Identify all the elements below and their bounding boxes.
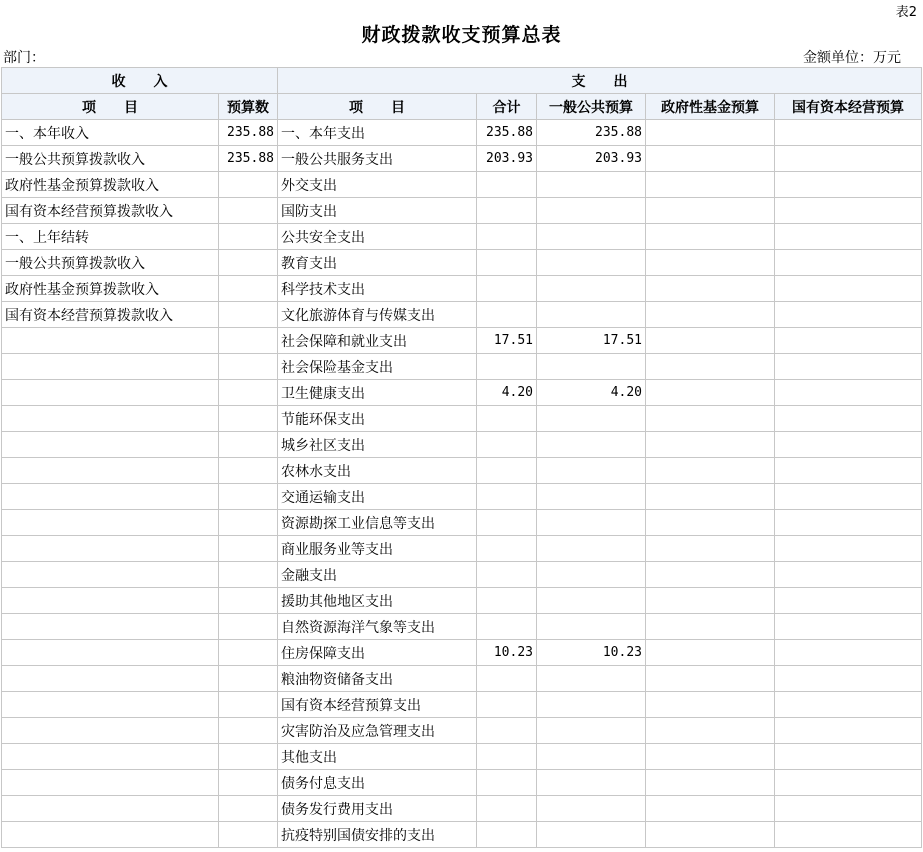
expense-item-cell: 社会保险基金支出 [278, 354, 477, 380]
general-budget-cell [537, 198, 646, 224]
general-budget-cell [537, 406, 646, 432]
income-item-cell [2, 484, 219, 510]
budget-cell [219, 640, 278, 666]
expense-item-cell: 科学技术支出 [278, 276, 477, 302]
table-row [2, 380, 922, 406]
general-budget-cell [537, 224, 646, 250]
soe-budget-header: 国有资本经营预算 [775, 94, 922, 120]
income-item-header: 项 目 [2, 94, 219, 120]
general-budget-cell [537, 510, 646, 536]
gov-fund-cell [646, 640, 775, 666]
general-budget-cell [537, 484, 646, 510]
soe-budget-cell [775, 198, 922, 224]
group-header-row [2, 68, 922, 94]
budget-cell [219, 302, 278, 328]
budget-cell: 235.88 [219, 146, 278, 172]
gov-fund-cell [646, 224, 775, 250]
soe-budget-cell [775, 458, 922, 484]
income-item-cell [2, 536, 219, 562]
soe-budget-cell [775, 484, 922, 510]
general-budget-cell [537, 744, 646, 770]
budget-cell [219, 432, 278, 458]
expense-item-cell: 教育支出 [278, 250, 477, 276]
budget-cell [219, 822, 278, 848]
general-budget-cell [537, 692, 646, 718]
soe-budget-cell [775, 302, 922, 328]
soe-budget-cell [775, 354, 922, 380]
total-cell [477, 692, 537, 718]
budget-cell [219, 718, 278, 744]
expense-item-cell: 交通运输支出 [278, 484, 477, 510]
budget-cell [219, 406, 278, 432]
soe-budget-cell [775, 276, 922, 302]
income-item-cell: 政府性基金预算拨款收入 [2, 276, 219, 302]
soe-budget-cell [775, 250, 922, 276]
budget-cell [219, 276, 278, 302]
income-item-cell [2, 406, 219, 432]
income-item-cell [2, 666, 219, 692]
total-cell: 17.51 [477, 328, 537, 354]
gov-fund-cell [646, 718, 775, 744]
general-budget-cell [537, 354, 646, 380]
budget-cell [219, 536, 278, 562]
total-header: 合计 [477, 94, 537, 120]
gov-fund-cell [646, 666, 775, 692]
budget-cell [219, 380, 278, 406]
gov-fund-cell [646, 484, 775, 510]
general-budget-cell [537, 666, 646, 692]
soe-budget-cell [775, 328, 922, 354]
table-row [2, 666, 922, 692]
expense-item-cell: 国有资本经营预算支出 [278, 692, 477, 718]
total-cell [477, 276, 537, 302]
department-label: 部门： [3, 50, 45, 66]
soe-budget-cell [775, 224, 922, 250]
income-item-cell [2, 432, 219, 458]
page-title: 财政拨款收支预算总表 [361, 24, 562, 46]
expense-item-cell: 节能环保支出 [278, 406, 477, 432]
soe-budget-cell [775, 796, 922, 822]
general-budget-cell [537, 458, 646, 484]
budget-cell [219, 510, 278, 536]
gov-fund-cell [646, 172, 775, 198]
budget-cell [219, 224, 278, 250]
income-item-cell [2, 458, 219, 484]
general-budget-cell: 235.88 [537, 120, 646, 146]
general-budget-cell [537, 822, 646, 848]
budget-cell [219, 588, 278, 614]
income-item-cell [2, 510, 219, 536]
income-item-cell: 一般公共预算拨款收入 [2, 250, 219, 276]
total-cell [477, 614, 537, 640]
budget-cell [219, 770, 278, 796]
general-budget-cell [537, 718, 646, 744]
expense-item-header: 项 目 [278, 94, 477, 120]
budget-cell [219, 458, 278, 484]
gov-fund-cell [646, 406, 775, 432]
total-cell [477, 458, 537, 484]
income-item-cell: 国有资本经营预算拨款收入 [2, 198, 219, 224]
table-row [2, 562, 922, 588]
table-row [2, 198, 922, 224]
gov-fund-cell [646, 536, 775, 562]
expense-item-cell: 自然资源海洋气象等支出 [278, 614, 477, 640]
budget-cell [219, 354, 278, 380]
gov-fund-cell [646, 562, 775, 588]
gov-fund-cell [646, 198, 775, 224]
total-cell [477, 432, 537, 458]
total-cell [477, 354, 537, 380]
total-cell [477, 406, 537, 432]
general-budget-cell [537, 588, 646, 614]
soe-budget-cell [775, 770, 922, 796]
table-row [2, 484, 922, 510]
budget-table [1, 67, 922, 848]
budget-cell [219, 250, 278, 276]
gov-fund-cell [646, 120, 775, 146]
soe-budget-cell [775, 146, 922, 172]
gov-fund-cell [646, 614, 775, 640]
budget-cell [219, 796, 278, 822]
total-cell [477, 666, 537, 692]
table-row [2, 250, 922, 276]
total-cell [477, 302, 537, 328]
general-budget-header: 一般公共预算 [537, 94, 646, 120]
general-budget-cell: 10.23 [537, 640, 646, 666]
soe-budget-cell [775, 614, 922, 640]
income-item-cell [2, 380, 219, 406]
budget-cell [219, 692, 278, 718]
income-item-cell [2, 562, 219, 588]
gov-fund-cell [646, 328, 775, 354]
general-budget-cell [537, 536, 646, 562]
soe-budget-cell [775, 588, 922, 614]
amount-unit-label: 金额单位：万元 [803, 50, 901, 66]
total-cell [477, 198, 537, 224]
income-item-cell: 国有资本经营预算拨款收入 [2, 302, 219, 328]
general-budget-cell [537, 302, 646, 328]
gov-fund-cell [646, 588, 775, 614]
expense-item-cell: 债务发行费用支出 [278, 796, 477, 822]
table-row [2, 640, 922, 666]
expense-item-cell: 粮油物资储备支出 [278, 666, 477, 692]
gov-fund-cell [646, 744, 775, 770]
budget-cell: 235.88 [219, 120, 278, 146]
table-row [2, 744, 922, 770]
gov-fund-cell [646, 796, 775, 822]
table-number: 表2 [895, 5, 917, 20]
table-row [2, 302, 922, 328]
total-cell: 4.20 [477, 380, 537, 406]
gov-fund-cell [646, 432, 775, 458]
total-cell: 235.88 [477, 120, 537, 146]
income-item-cell [2, 744, 219, 770]
soe-budget-cell [775, 640, 922, 666]
total-cell [477, 536, 537, 562]
expense-item-cell: 住房保障支出 [278, 640, 477, 666]
expense-item-cell: 商业服务业等支出 [278, 536, 477, 562]
total-cell [477, 744, 537, 770]
expense-item-cell: 农林水支出 [278, 458, 477, 484]
total-cell: 203.93 [477, 146, 537, 172]
soe-budget-cell [775, 406, 922, 432]
expense-item-cell: 卫生健康支出 [278, 380, 477, 406]
expense-item-cell: 社会保障和就业支出 [278, 328, 477, 354]
expense-item-cell: 一般公共服务支出 [278, 146, 477, 172]
total-cell [477, 588, 537, 614]
soe-budget-cell [775, 536, 922, 562]
total-cell [477, 796, 537, 822]
general-budget-cell [537, 276, 646, 302]
budget-cell [219, 744, 278, 770]
soe-budget-cell [775, 822, 922, 848]
gov-fund-cell [646, 146, 775, 172]
table-row [2, 692, 922, 718]
income-item-cell [2, 640, 219, 666]
expense-item-cell: 援助其他地区支出 [278, 588, 477, 614]
table-row [2, 146, 922, 172]
gov-fund-cell [646, 250, 775, 276]
soe-budget-cell [775, 120, 922, 146]
general-budget-cell [537, 562, 646, 588]
income-item-cell [2, 822, 219, 848]
total-cell [477, 562, 537, 588]
gov-fund-cell [646, 354, 775, 380]
expense-item-cell: 债务付息支出 [278, 770, 477, 796]
soe-budget-cell [775, 172, 922, 198]
budget-cell [219, 562, 278, 588]
total-cell [477, 822, 537, 848]
table-row [2, 432, 922, 458]
table-row [2, 822, 922, 848]
expense-item-cell: 金融支出 [278, 562, 477, 588]
expense-group-header: 支 出 [278, 68, 922, 94]
expense-item-cell: 抗疫特别国债安排的支出 [278, 822, 477, 848]
gov-fund-cell [646, 770, 775, 796]
general-budget-cell [537, 796, 646, 822]
general-budget-cell [537, 250, 646, 276]
table-row [2, 328, 922, 354]
budget-cell [219, 172, 278, 198]
table-row [2, 718, 922, 744]
total-cell [477, 718, 537, 744]
total-cell [477, 172, 537, 198]
table-row [2, 510, 922, 536]
table-row [2, 770, 922, 796]
budget-header: 预算数 [219, 94, 278, 120]
gov-fund-cell [646, 380, 775, 406]
table-row [2, 354, 922, 380]
expense-item-cell: 资源勘探工业信息等支出 [278, 510, 477, 536]
general-budget-cell [537, 614, 646, 640]
table-row [2, 276, 922, 302]
budget-cell [219, 484, 278, 510]
income-group-header: 收 入 [2, 68, 278, 94]
budget-cell [219, 666, 278, 692]
gov-fund-cell [646, 276, 775, 302]
gov-fund-cell [646, 510, 775, 536]
budget-cell [219, 198, 278, 224]
income-item-cell: 一、本年收入 [2, 120, 219, 146]
expense-item-cell: 公共安全支出 [278, 224, 477, 250]
soe-budget-cell [775, 718, 922, 744]
expense-item-cell: 一、本年支出 [278, 120, 477, 146]
income-item-cell [2, 718, 219, 744]
table-row [2, 614, 922, 640]
table-row [2, 224, 922, 250]
income-item-cell [2, 328, 219, 354]
income-item-cell [2, 770, 219, 796]
income-item-cell [2, 614, 219, 640]
expense-item-cell: 国防支出 [278, 198, 477, 224]
expense-item-cell: 其他支出 [278, 744, 477, 770]
general-budget-cell [537, 432, 646, 458]
general-budget-cell [537, 172, 646, 198]
gov-fund-cell [646, 822, 775, 848]
expense-item-cell: 外交支出 [278, 172, 477, 198]
income-item-cell: 一般公共预算拨款收入 [2, 146, 219, 172]
soe-budget-cell [775, 432, 922, 458]
gov-fund-cell [646, 302, 775, 328]
expense-item-cell: 灾害防治及应急管理支出 [278, 718, 477, 744]
income-item-cell [2, 354, 219, 380]
gov-fund-cell [646, 692, 775, 718]
soe-budget-cell [775, 510, 922, 536]
table-row [2, 458, 922, 484]
table-row [2, 588, 922, 614]
budget-cell [219, 328, 278, 354]
soe-budget-cell [775, 562, 922, 588]
table-row [2, 796, 922, 822]
soe-budget-cell [775, 744, 922, 770]
income-item-cell [2, 588, 219, 614]
total-cell [477, 224, 537, 250]
soe-budget-cell [775, 692, 922, 718]
general-budget-cell [537, 770, 646, 796]
general-budget-cell: 17.51 [537, 328, 646, 354]
income-item-cell [2, 692, 219, 718]
table-row [2, 172, 922, 198]
expense-item-cell: 文化旅游体育与传媒支出 [278, 302, 477, 328]
total-cell [477, 484, 537, 510]
total-cell: 10.23 [477, 640, 537, 666]
total-cell [477, 250, 537, 276]
budget-cell [219, 614, 278, 640]
total-cell [477, 770, 537, 796]
gov-fund-header: 政府性基金预算 [646, 94, 775, 120]
general-budget-cell: 4.20 [537, 380, 646, 406]
table-row [2, 120, 922, 146]
income-item-cell: 政府性基金预算拨款收入 [2, 172, 219, 198]
column-header-row [2, 94, 922, 120]
soe-budget-cell [775, 666, 922, 692]
general-budget-cell: 203.93 [537, 146, 646, 172]
table-row [2, 536, 922, 562]
expense-item-cell: 城乡社区支出 [278, 432, 477, 458]
total-cell [477, 510, 537, 536]
gov-fund-cell [646, 458, 775, 484]
table-row [2, 406, 922, 432]
income-item-cell [2, 796, 219, 822]
income-item-cell: 一、上年结转 [2, 224, 219, 250]
soe-budget-cell [775, 380, 922, 406]
